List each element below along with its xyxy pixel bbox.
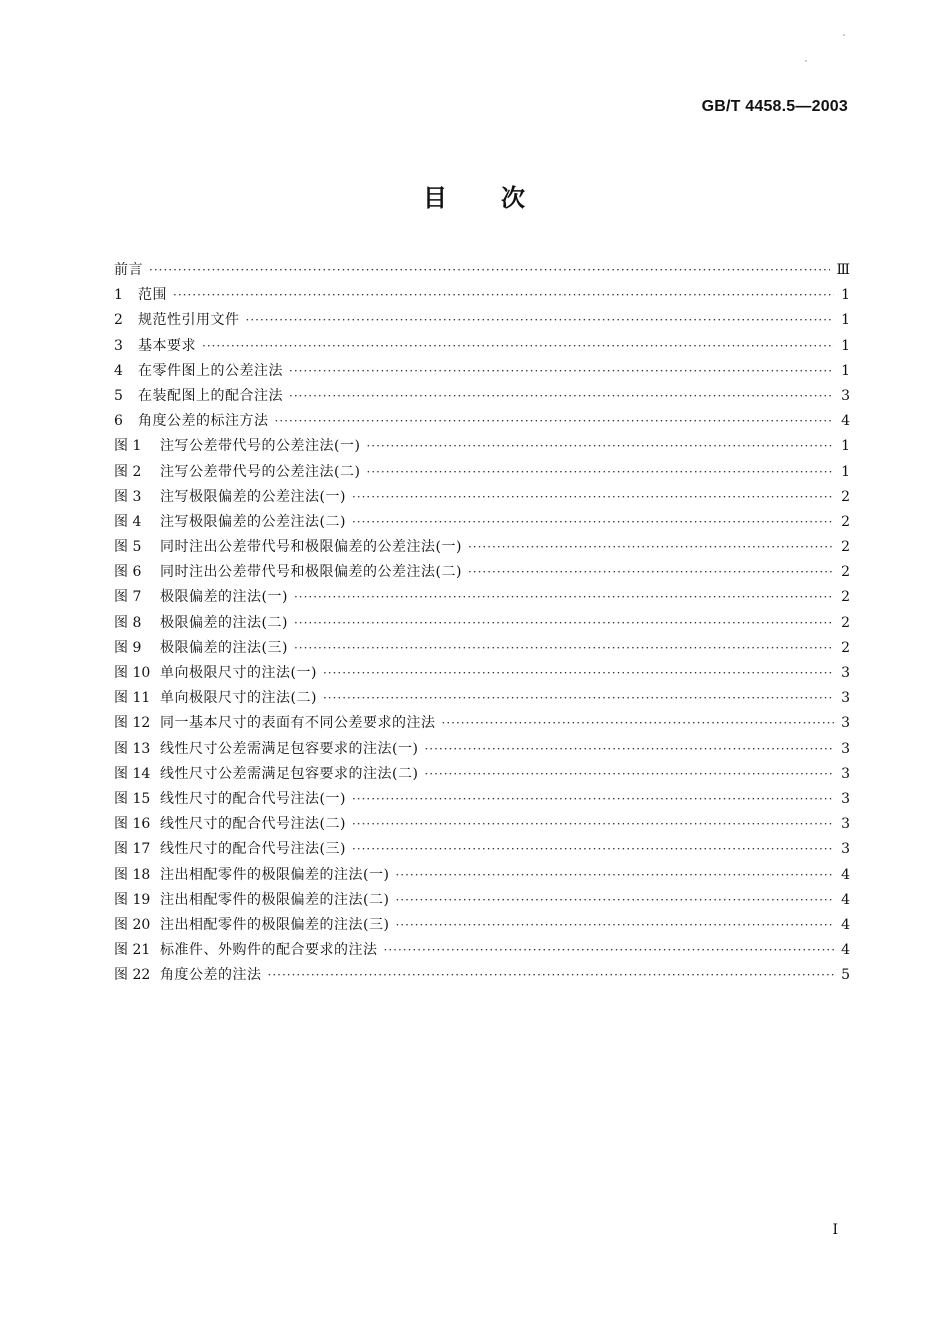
toc-entry-label: 极限偏差的注法(二): [160, 614, 288, 631]
toc-entry-label: 极限偏差的注法(三): [160, 639, 288, 656]
toc-entry-number: 图 16: [114, 816, 151, 833]
toc-entry-number: 图 6: [114, 564, 142, 581]
toc-entry[interactable]: [114, 686, 850, 711]
toc-entry-page: 5: [841, 967, 850, 984]
toc-entry-number: 图 14: [114, 765, 151, 782]
toc-entry[interactable]: [114, 359, 850, 384]
toc-dot-leader: [294, 636, 834, 661]
toc-dot-leader: [352, 787, 834, 812]
toc-entry-label: 注出相配零件的极限偏差的注法(一): [160, 866, 390, 883]
toc-entry-page: 3: [841, 387, 850, 404]
toc-entry[interactable]: [114, 434, 850, 459]
toc-entry-label: 角度公差的注法: [160, 967, 262, 984]
toc-entry-number: 图 9: [114, 639, 142, 656]
toc-entry-label: 注写极限偏差的公差注法(一): [160, 488, 346, 505]
toc-entry[interactable]: [114, 762, 850, 787]
toc-entry-page: 2: [841, 564, 850, 581]
toc-entry[interactable]: [114, 963, 850, 988]
toc-entry[interactable]: [114, 485, 850, 510]
toc-entry-number: 图 17: [114, 841, 151, 858]
toc-entry-label: 同一基本尺寸的表面有不同公差要求的注法: [160, 715, 436, 732]
toc-dot-leader: [149, 258, 830, 283]
scan-speck: [843, 34, 845, 36]
toc-entry-number: 6: [114, 413, 123, 430]
toc-entry-label: 线性尺寸公差需满足包容要求的注法(一): [160, 740, 419, 757]
toc-entry-number: 图 13: [114, 740, 151, 757]
toc-dot-leader: [289, 359, 834, 384]
toc-entry-number: 图 22: [114, 967, 151, 984]
page-number: Ⅰ: [832, 1222, 838, 1238]
toc-entry-label: 同时注出公差带代号和极限偏差的公差注法(一): [160, 539, 462, 556]
toc-entry-label: 规范性引用文件: [138, 312, 240, 329]
toc-entry-number: 图 10: [114, 665, 151, 681]
toc-entry-page: 4: [841, 866, 850, 883]
toc-entry-page: 3: [841, 765, 850, 782]
toc-entry-number: 图 15: [114, 790, 151, 807]
toc-entry-page: 1: [841, 463, 850, 480]
toc-entry-label: 基本要求: [138, 337, 196, 354]
toc-entry[interactable]: [114, 611, 850, 636]
toc-dot-leader: [352, 812, 834, 837]
toc-dot-leader: [366, 460, 834, 485]
toc-entry-label: 极限偏差的注法(一): [160, 589, 288, 606]
toc-entry[interactable]: [114, 888, 850, 913]
toc-entry-page: 3: [841, 715, 850, 732]
toc-entry-page: 3: [841, 690, 850, 707]
toc-entry-label: 在零件图上的公差注法: [138, 362, 283, 379]
toc-dot-leader: [246, 308, 835, 333]
toc-dot-leader: [442, 711, 835, 736]
toc-entry-page: 1: [841, 287, 850, 304]
toc-entry[interactable]: [114, 837, 850, 862]
toc-entry-label: 注出相配零件的极限偏差的注法(三): [160, 916, 390, 933]
standard-code: GB/T 4458.5—2003: [701, 98, 848, 115]
toc-entry[interactable]: [114, 585, 850, 610]
toc-entry-label: 同时注出公差带代号和极限偏差的公差注法(二): [160, 564, 462, 581]
toc-entry[interactable]: [114, 636, 850, 661]
toc-entry-page: 1: [841, 337, 850, 354]
toc-entry-page: 3: [841, 816, 850, 833]
toc-dot-leader: [395, 863, 834, 888]
toc-dot-leader: [323, 686, 834, 711]
toc-dot-leader: [395, 888, 834, 913]
toc-entry[interactable]: [114, 334, 850, 359]
toc-entry-number: 图 7: [114, 589, 142, 606]
toc-entry-page: 4: [841, 942, 850, 959]
toc-dot-leader: [468, 560, 834, 585]
toc-entry-number: 2: [114, 312, 123, 329]
toc-entry-page: 1: [841, 362, 850, 379]
toc-entry-label: 注写公差带代号的公差注法(二): [160, 463, 361, 480]
toc-dot-leader: [202, 334, 834, 359]
toc-entry-number: 图 18: [114, 866, 151, 883]
toc-entry-label: 在装配图上的配合注法: [138, 387, 283, 404]
toc-entry-label: 注写极限偏差的公差注法(二): [160, 513, 346, 530]
toc-entry-label: 注出相配零件的极限偏差的注法(二): [160, 891, 390, 908]
toc-entry[interactable]: [114, 283, 850, 308]
toc-entry-number: 图 20: [114, 916, 151, 933]
toc-entry[interactable]: [114, 535, 850, 560]
toc-entry-page: 1: [841, 312, 850, 329]
toc-entry-label: 线性尺寸的配合代号注法(三): [160, 841, 346, 858]
toc-entry[interactable]: [114, 384, 850, 409]
toc-entry[interactable]: [114, 409, 850, 434]
toc-entry-label: 线性尺寸的配合代号注法(二): [160, 816, 346, 833]
toc-entry-label: 单向极限尺寸的注法(一): [160, 665, 317, 681]
toc-entry-page: 3: [841, 841, 850, 858]
toc-dot-leader: [173, 283, 834, 308]
toc-entry[interactable]: [114, 863, 850, 888]
toc-entry-number: 图 1: [114, 438, 142, 455]
toc-entry-page: Ⅲ: [836, 262, 850, 278]
toc-entry-number: 图 21: [114, 942, 151, 959]
toc-entry-label: 角度公差的标注方法: [138, 413, 269, 430]
toc-entry-page: 2: [841, 639, 850, 656]
toc-entry-label: 单向极限尺寸的注法(二): [160, 690, 317, 707]
toc-entry[interactable]: [114, 258, 850, 283]
toc-dot-leader: [275, 409, 835, 434]
toc-entry[interactable]: [114, 913, 850, 938]
toc-entry-page: 2: [841, 513, 850, 530]
toc-entry[interactable]: [114, 938, 850, 963]
toc-dot-leader: [294, 585, 834, 610]
toc-entry[interactable]: [114, 661, 850, 686]
toc-entry-page: 1: [841, 438, 850, 455]
toc-entry[interactable]: [114, 308, 850, 333]
toc-entry-number: 5: [114, 387, 123, 404]
toc-entry-label: 线性尺寸公差需满足包容要求的注法(二): [160, 765, 419, 782]
toc-entry-page: 2: [841, 614, 850, 631]
toc-entry-label: 注写公差带代号的公差注法(一): [160, 438, 361, 455]
toc-dot-leader: [268, 963, 835, 988]
toc-dot-leader: [352, 485, 834, 510]
toc-dot-leader: [366, 434, 834, 459]
toc-entry[interactable]: [114, 560, 850, 585]
toc-dot-leader: [289, 384, 834, 409]
toc-entry[interactable]: [114, 711, 850, 736]
toc-dot-leader: [294, 611, 834, 636]
toc-entry-number: 图 8: [114, 614, 142, 631]
page-title: 目 次: [423, 183, 527, 212]
toc-entry-number: 图 12: [114, 715, 151, 732]
toc-entry-number: 1: [114, 287, 123, 304]
toc-entry-number: 3: [114, 337, 123, 354]
toc-entry-page: 4: [841, 891, 850, 908]
toc-dot-leader: [468, 535, 834, 560]
toc-entry[interactable]: [114, 787, 850, 812]
toc-entry-label: 前言: [114, 262, 143, 278]
toc-entry-number: 图 3: [114, 488, 142, 505]
toc-dot-leader: [424, 762, 834, 787]
toc-entry-page: 2: [841, 589, 850, 606]
toc-entry[interactable]: [114, 812, 850, 837]
toc-dot-leader: [395, 913, 834, 938]
toc-entry-page: 3: [841, 790, 850, 807]
toc-dot-leader: [352, 837, 834, 862]
toc-entry-page: 3: [841, 665, 850, 681]
toc-entry-number: 图 2: [114, 463, 142, 480]
toc-entry-page: 4: [841, 916, 850, 933]
toc-entry-number: 图 5: [114, 539, 142, 556]
toc-entry-number: 4: [114, 362, 123, 379]
toc-entry-number: 图 19: [114, 891, 151, 908]
scan-speck: [805, 60, 807, 62]
toc-entry[interactable]: [114, 460, 850, 485]
toc-entry-number: 图 4: [114, 513, 142, 530]
toc-entry-page: 3: [841, 740, 850, 757]
toc-entry[interactable]: [114, 510, 850, 535]
toc-dot-leader: [424, 737, 834, 762]
toc-entry-label: 标准件、外购件的配合要求的注法: [160, 942, 378, 959]
toc-dot-leader: [352, 510, 834, 535]
toc-entry[interactable]: [114, 737, 850, 762]
toc-dot-leader: [323, 661, 834, 686]
toc-entry-page: 2: [841, 488, 850, 505]
toc-dot-leader: [384, 938, 835, 963]
toc-entry-label: 范围: [138, 287, 167, 304]
toc-entry-number: 图 11: [114, 690, 151, 707]
toc-entry-page: 4: [841, 413, 850, 430]
table-of-contents: [114, 258, 850, 988]
toc-entry-page: 2: [841, 539, 850, 556]
toc-entry-label: 线性尺寸的配合代号注法(一): [160, 790, 346, 807]
